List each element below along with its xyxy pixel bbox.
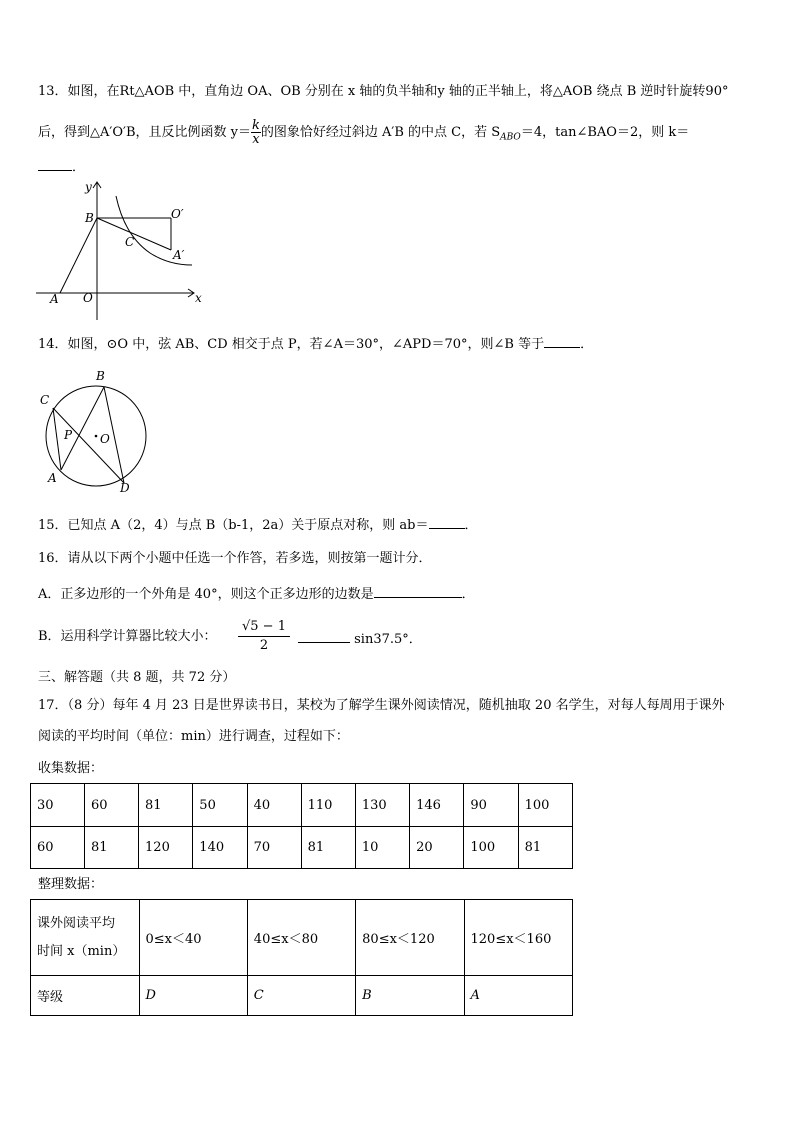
table-cell: 等级	[31, 976, 140, 1016]
q16-a	[38, 583, 475, 604]
fig14-label-A: A	[48, 471, 57, 485]
q14-text	[38, 333, 593, 354]
table-cell: 140	[193, 827, 247, 869]
table-cell: 80≤x＜120	[356, 900, 464, 976]
table-cell: 20	[410, 827, 464, 869]
q13-line2-c: ＝4，tan∠BAO＝2，则 k＝	[520, 125, 690, 140]
table-cell: 120	[139, 827, 193, 869]
q15-text-b: ．	[464, 518, 478, 533]
table-cell: 146	[410, 784, 464, 827]
q16-a-answer-blank[interactable]	[374, 583, 462, 598]
q14-figure	[34, 366, 159, 496]
table-cell: 10	[355, 827, 409, 869]
fig14-label-D: D	[120, 481, 130, 495]
fig14-label-B: B	[96, 369, 105, 383]
table-cell: 50	[193, 784, 247, 827]
q16-a-text-a: A．正多边形的一个外角是 40°，则这个正多边形的边数是	[38, 587, 374, 602]
table-cell: 120≤x＜160	[464, 900, 572, 976]
q16-b-frac-den: 2	[259, 638, 269, 653]
table-cell: 100	[518, 784, 572, 827]
table-cell: B	[356, 976, 464, 1016]
table-cell: 70	[247, 827, 301, 869]
header-line1: 课外阅读平均	[37, 915, 116, 931]
table-cell: 100	[464, 827, 518, 869]
q17-line1: 17．（8 分）每年 4 月 23 日是世界读书日，某校为了解学生课外阅读情况，随机抽取 20 名学生，对每人每周用于课外	[38, 698, 725, 713]
q13-line2-b: 的图象恰好经过斜边 A′B 的中点 C，若 S	[260, 125, 501, 140]
table-cell: 0≤x＜40	[139, 900, 247, 976]
fig13-label-B: B	[85, 211, 94, 225]
table-cell: 130	[355, 784, 409, 827]
q13-line3	[38, 156, 85, 177]
q16-b-tail	[298, 628, 422, 649]
fig14-label-C: C	[40, 393, 50, 407]
q13-frac-den: x	[252, 132, 260, 147]
q17-organize-label: 整理数据：	[38, 877, 104, 892]
table-cell: 81	[85, 827, 139, 869]
q14-text-b: ．	[580, 337, 594, 352]
table-row	[31, 784, 573, 827]
q16-b	[38, 628, 217, 646]
table-row	[31, 900, 573, 976]
fig14-label-O: O	[100, 432, 110, 446]
fig13-label-x: x	[195, 291, 202, 305]
chord-CD	[53, 408, 124, 483]
q15-text	[38, 514, 478, 535]
table-cell: 110	[301, 784, 355, 827]
q17-grade-table	[30, 899, 573, 1016]
q13-line2-a: 后，得到△A′O′B，且反比例函数 y＝	[38, 125, 251, 140]
table-cell: 40≤x＜80	[247, 900, 355, 976]
table-cell: C	[247, 976, 355, 1016]
q15-text-a: 15．已知点 A（2，4）与点 B（b-1，2a）关于原点对称，则 ab＝	[38, 518, 429, 533]
fig14-label-P: P	[64, 428, 73, 442]
q13-figure	[30, 176, 205, 324]
q13-frac-num: k	[251, 118, 260, 133]
fig13-label-O: O	[83, 291, 93, 305]
q16-b-text-a: B．运用科学计算器比较大小：	[38, 629, 217, 644]
table-header-cell	[31, 900, 140, 976]
segment-AB	[60, 218, 97, 293]
q16-b-answer-blank[interactable]	[298, 628, 350, 643]
q17-line2: 阅读的平均时间（单位：min）进行调查，过程如下：	[38, 729, 349, 744]
q13-line3-period: ．	[72, 160, 86, 175]
q16-b-fraction	[238, 618, 290, 655]
q13-subscript: ABO	[500, 132, 521, 143]
table-cell: 30	[31, 784, 85, 827]
q16-b-frac-num: √5 − 1	[238, 618, 290, 637]
table-cell: 81	[301, 827, 355, 869]
fig13-label-A: A	[50, 292, 59, 306]
q14-answer-blank[interactable]	[544, 333, 580, 348]
q13-line2	[38, 119, 689, 147]
fig13-label-O-prime: O′	[171, 207, 184, 221]
table-cell: 90	[464, 784, 518, 827]
table-row	[31, 827, 573, 869]
q16-a-text-b: ．	[461, 587, 475, 602]
fig13-label-A-prime: A′	[173, 248, 185, 262]
q13-fraction	[251, 119, 261, 146]
table-cell: 81	[139, 784, 193, 827]
table-cell: 81	[518, 827, 572, 869]
table-cell: 40	[247, 784, 301, 827]
section3-title: 三、解答题（共 8 题，共 72 分）	[38, 670, 236, 685]
q16-intro: 16．请从以下两个小题中任选一个作答，若多选，则按第一题计分．	[38, 551, 432, 566]
table-cell: D	[139, 976, 247, 1016]
segment-AC	[53, 408, 61, 470]
q13-line1: 13．如图，在Rt△AOB 中，直角边 OA、OB 分别在 x 轴的负半轴和y 轴的正半轴上，将△AOB 绕点 B 逆时针旋转90°	[38, 84, 729, 99]
table-cell: 60	[85, 784, 139, 827]
q16-b-text-b: sin37.5°．	[354, 632, 422, 647]
header-line2: 时间 x（min）	[37, 943, 126, 959]
q17-collect-label: 收集数据：	[38, 761, 104, 776]
fig13-label-C: C	[125, 235, 135, 249]
table-cell: A	[464, 976, 572, 1016]
q13-answer-blank[interactable]	[38, 156, 72, 171]
center-dot	[95, 435, 98, 438]
q17-data-table	[30, 783, 573, 869]
table-cell: 60	[31, 827, 85, 869]
fig13-label-y: y	[85, 180, 92, 194]
q14-text-a: 14．如图，⊙O 中，弦 AB、CD 相交于点 P，若∠A＝30°，∠APD＝70°，则∠B 等于	[38, 337, 545, 352]
table-row	[31, 976, 573, 1016]
q15-answer-blank[interactable]	[429, 514, 465, 529]
